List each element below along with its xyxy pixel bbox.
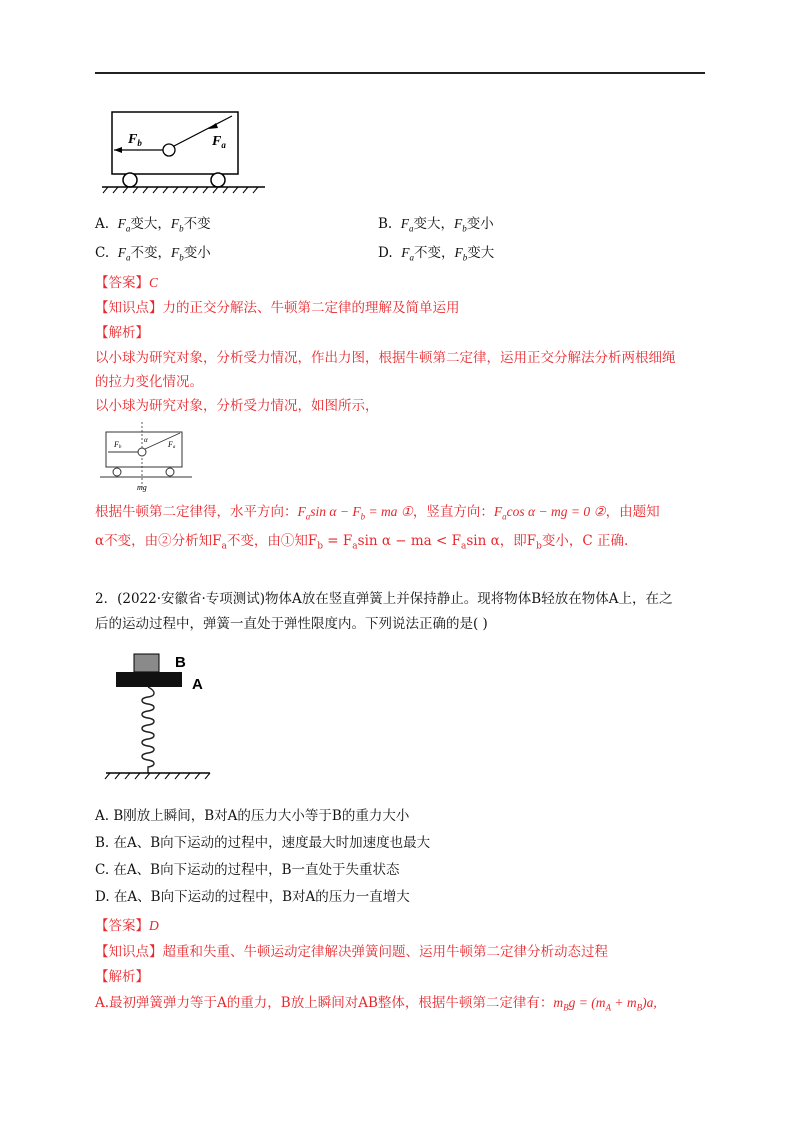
force-diagram [100, 420, 200, 496]
fa-label: $F_a$ [212, 134, 226, 150]
q2-stem-line-1: 2．(2022·安徽省·专项测试)物体A放在竖直弹簧上并保持静止。现将物体B轻放在物体A上，在之 [95, 591, 673, 607]
q2-option-d[interactable]: D. 在A、B向下运动的过程中，B对A的压力一直增大 [95, 889, 410, 905]
svg-text:α: α [144, 436, 148, 444]
svg-text:mg: mg [137, 483, 147, 492]
q1-knowledge: 【知识点】力的正交分解法、牛顿第二定律的理解及简单运用 [95, 300, 460, 316]
q1-equation-line-1: 根据牛顿第二定律得，水平方向：$F_a\sin$ $\alpha - F_b$ = ma ①，竖直方向：$F_a\cos$ α − mg = 0 ②，由题知 [95, 504, 660, 522]
q1-option-d[interactable]: D. $F_a$不变，$F_b$变大 [378, 245, 495, 263]
q1-analysis-line-2: 的拉力变化情况。 [95, 374, 203, 390]
q1-option-a[interactable]: A. $F_a$变大，$F_b$不变 [95, 216, 211, 234]
fig-label-a: A [192, 676, 203, 693]
q2-knowledge: 【知识点】超重和失重、牛顿运动定律解决弹簧问题、运用牛顿第二定律分析动态过程 [95, 944, 608, 960]
fb-label: $F_b$ [128, 132, 142, 148]
q2-stem-line-2: 后的运动过程中，弹簧一直处于弹性限度内。下列说法正确的是( ) [95, 616, 488, 632]
q1-equation-line-2: α不变，由②分析知$F_a$不变，由①知$F_b = F_a\sin$ α − ma < $F_a\sin$ α，即$F_b$变小，C 正确. [95, 533, 629, 552]
q2-analysis-line-1: A.最初弹簧弹力等于A的重力，B放上瞬间对AB整体，根据牛顿第二定律有：$m_Bg = (m_A + m_B)a$, [95, 995, 657, 1013]
spring-figure [100, 648, 220, 782]
q1-analysis-label: 【解析】 [95, 325, 149, 341]
q1-option-b[interactable]: B. $F_a$变大，$F_b$变小 [378, 216, 494, 234]
q1-analysis-line-3: 以小球为研究对象，分析受力情况，如图所示， [95, 398, 379, 414]
q2-option-b[interactable]: B. 在A、B向下运动的过程中，速度最大时加速度也最大 [95, 835, 431, 851]
q2-option-c[interactable]: C. 在A、B向下运动的过程中，B一直处于失重状态 [95, 862, 400, 878]
q1-option-c[interactable]: C. $F_a$不变，$F_b$变小 [95, 245, 211, 263]
q2-analysis-label: 【解析】 [95, 969, 149, 985]
q2-answer: 【答案】D [95, 918, 159, 934]
q1-answer: 【答案】C [95, 275, 159, 291]
fig-label-b: B [175, 654, 186, 671]
q1-analysis-line-1: 以小球为研究对象，分析受力情况，作出力图，根据牛顿第二定律，运用正交分解法分析两根细绳 [95, 350, 676, 366]
header-rule [95, 72, 705, 74]
svg-text:Fb: Fb [114, 440, 122, 450]
q2-option-a[interactable]: A. B刚放上瞬间，B对A的压力大小等于B的重力大小 [95, 808, 410, 824]
svg-text:Fa: Fa [168, 440, 176, 450]
cart-figure [100, 110, 270, 198]
